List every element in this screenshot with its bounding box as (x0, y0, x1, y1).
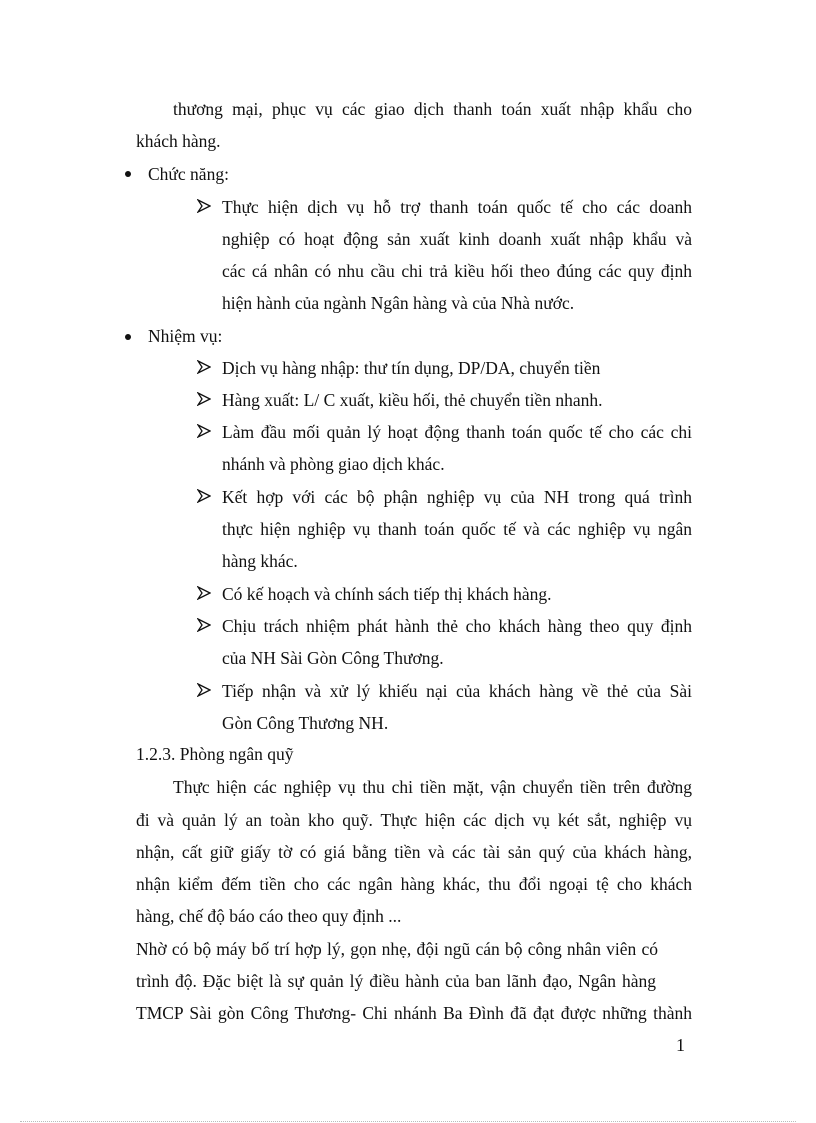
functions-heading: Chức năng: (148, 164, 229, 184)
duties-item3-line-2: nhánh và phòng giao dịch khác. (222, 454, 445, 474)
arrowhead-bullet-icon (197, 424, 211, 438)
arrowhead-bullet-icon (197, 489, 211, 503)
arrowhead-bullet-icon (197, 586, 211, 600)
section-para2-line-2: trình độ. Đặc biệt là sự quản lý điều hành của ban lãnh đạo, Ngân hàng (136, 971, 656, 991)
functions-item1-line-4: hiện hành của ngành Ngân hàng và của Nhà nước. (222, 293, 575, 313)
section-para1-line-1: Thực hiện các nghiệp vụ thu chi tiền mặt, vận chuyển tiền trên đường (173, 777, 692, 797)
functions-item1-line-3: các cá nhân có nhu cầu chi trả kiều hối theo đúng các quy định (222, 261, 692, 281)
functions-item1-line-2: nghiệp có hoạt động sản xuất kinh doanh xuất nhập khẩu và (222, 229, 692, 249)
section-para1-line-5: hàng, chế độ báo cáo theo quy định ... (136, 906, 402, 926)
duties-item7-line-1: Tiếp nhận và xử lý khiếu nại của khách hàng về thẻ của Sài (222, 681, 692, 701)
duties-heading: Nhiệm vụ: (148, 326, 223, 346)
page-bottom-divider (20, 1121, 796, 1122)
arrowhead-bullet-icon (197, 360, 211, 374)
duties-item2-line-1: Hàng xuất: L/ C xuất, kiều hối, thẻ chuyển tiền nhanh. (222, 390, 603, 410)
arrowhead-bullet-icon (197, 199, 211, 213)
bullet-dot-icon (125, 334, 131, 340)
duties-item5-line-1: Có kế hoạch và chính sách tiếp thị khách hàng. (222, 584, 552, 604)
section-para2-line-1: Nhờ có bộ máy bố trí hợp lý, gọn nhẹ, đội ngũ cán bộ công nhân viên có (136, 939, 658, 959)
duties-item1-line-1: Dịch vụ hàng nhập: thư tín dụng, DP/DA, chuyển tiền (222, 358, 601, 378)
duties-item4-line-1: Kết hợp với các bộ phận nghiệp vụ của NH trong quá trình (222, 487, 692, 507)
duties-item3-line-1: Làm đầu mối quản lý hoạt động thanh toán quốc tế cho các chi (222, 422, 692, 442)
functions-item1-line-1: Thực hiện dịch vụ hỗ trợ thanh toán quốc tế cho các doanh (222, 197, 692, 217)
page-number: 1 (676, 1035, 685, 1055)
section-para1-line-2: đi và quản lý an toàn kho quỹ. Thực hiện các dịch vụ két sắt, nghiệp vụ (136, 810, 692, 830)
intro-line-1: thương mại, phục vụ các giao dịch thanh toán xuất nhập khẩu cho (173, 99, 692, 119)
duties-item7-line-2: Gòn Công Thương NH. (222, 713, 389, 733)
arrowhead-bullet-icon (197, 392, 211, 406)
duties-item6-line-1: Chịu trách nhiệm phát hành thẻ cho khách hàng theo quy định (222, 616, 692, 636)
section-heading: 1.2.3. Phòng ngân quỹ (136, 744, 294, 764)
section-para1-line-4: nhận kiểm đếm tiền cho các ngân hàng khác, thu đổi ngoại tệ cho khách (136, 874, 692, 894)
section-para2-line-3: TMCP Sài gòn Công Thương- Chi nhánh Ba Đình đã đạt được những thành (136, 1003, 692, 1023)
arrowhead-bullet-icon (197, 618, 211, 632)
duties-item4-line-3: hàng khác. (222, 551, 298, 571)
arrowhead-bullet-icon (197, 683, 211, 697)
bullet-dot-icon (125, 171, 131, 177)
intro-line-2: khách hàng. (136, 131, 221, 151)
duties-item4-line-2: thực hiện nghiệp vụ thanh toán quốc tế và các nghiệp vụ ngân (222, 519, 692, 539)
section-para1-line-3: nhận, cất giữ giấy tờ có giá bằng tiền và các tài sản quý của khách hàng, (136, 842, 692, 862)
duties-item6-line-2: của NH Sài Gòn Công Thương. (222, 648, 444, 668)
